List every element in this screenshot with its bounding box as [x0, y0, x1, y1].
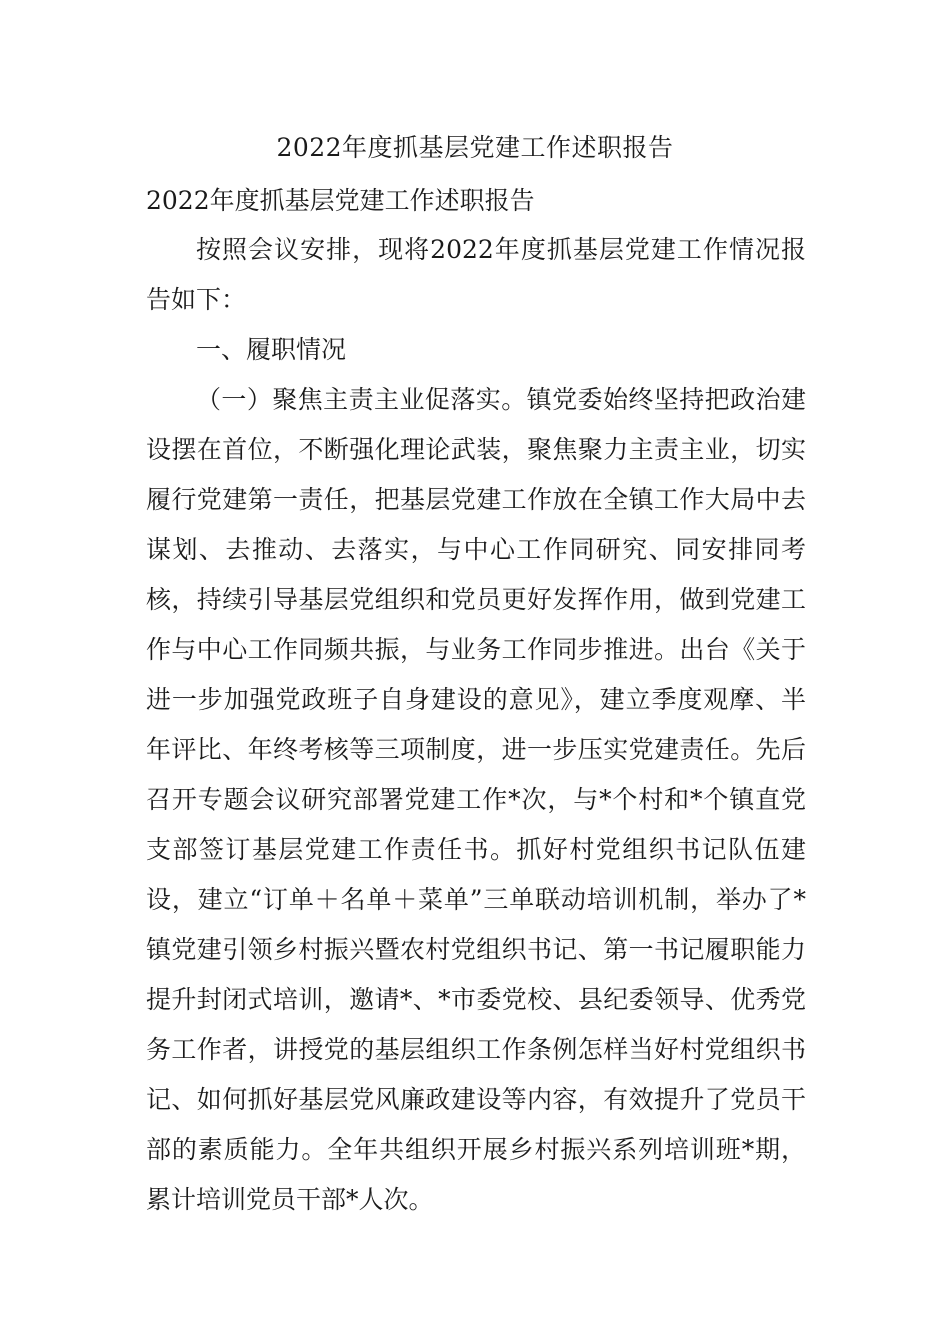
document-subtitle: 2022年度抓基层党建工作述职报告 — [146, 186, 535, 215]
body-paragraph-1: （一）聚焦主责主业促落实。镇党委始终坚持把政治建设摆在首位，不断强化理论武装，聚焦聚力主责主业，切实履行党建第一责任，把基层党建工作放在全镇工作大局中去谋划、去推动、去落实，与中心工作同研究、同安排同考核，持续引导基层党组织和党员更好发挥作用，做到党建工作与中心工作同频共振，与业务工作同步推进。出台《关于进一步加强党政班子自身建设的意见》，建立季度观摩、半年评比、年终考核等三项制度，进一步压实党建责任。先后召开专题会议研究部署党建工作*次，与*个村和*个镇直党支部签订基层党建工作责任书。抓好村党组织书记队伍建设，建立“订单＋名单＋菜单”三单联动培训机制，举办了*镇党建引领乡村振兴暨农村党组织书记、第一书记履职能力提升封闭式培训，邀请*、*市委党校、县纪委领导、优秀党务工作者，讲授党的基层组织工作条例怎样当好村党组织书记、如何抓好基层党风廉政建设等内容，有效提升了党员干部的素质能力。全年共组织开展乡村振兴系列培训班*期，累计培训党员干部*人次。 — [146, 385, 806, 1214]
section-heading: 一、履职情况 — [196, 335, 347, 364]
document-title: 2022年度抓基层党建工作述职报告 — [276, 133, 674, 162]
intro-paragraph: 按照会议安排，现将2022年度抓基层党建工作情况报告如下： — [146, 235, 806, 314]
